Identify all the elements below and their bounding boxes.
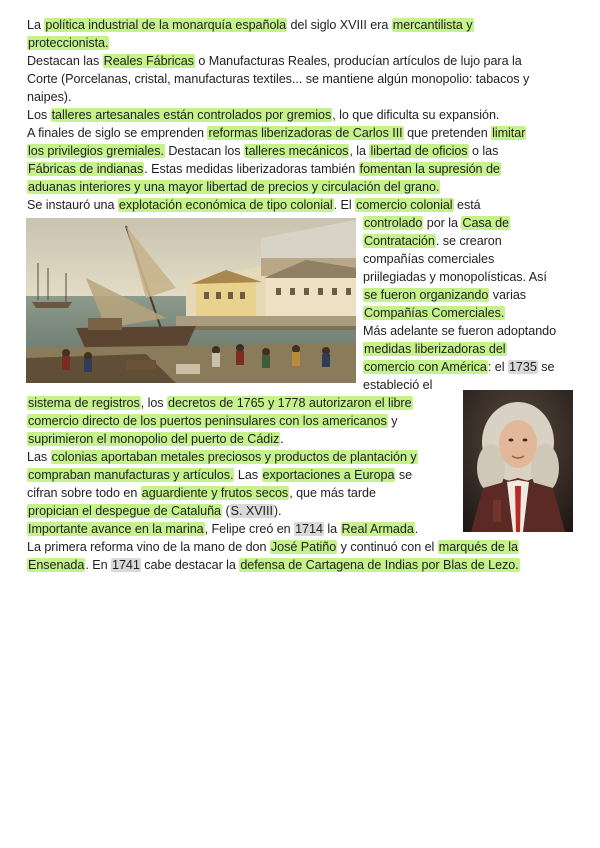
text-line <box>27 431 284 448</box>
highlighted-phrase: colonias aportaban metales preciosos y productos de plantación y <box>51 450 417 464</box>
highlighted-phrase: Contratación <box>364 234 435 248</box>
highlighted-phrase: comercio directo de los puertos peninsulares con los americanos <box>28 414 387 428</box>
highlighted-phrase: Ensenada <box>28 558 85 572</box>
highlighted-phrase: talleres mecánicos <box>245 144 349 158</box>
text-line <box>27 143 498 160</box>
highlighted-phrase: libertad de oficios <box>370 144 468 158</box>
text-line <box>27 35 109 52</box>
text-line <box>363 233 502 250</box>
highlighted-phrase: comercio con América <box>364 360 487 374</box>
text-run: , la <box>349 144 370 158</box>
highlighted-phrase: exportaciones a Europa <box>262 468 395 482</box>
text-line <box>27 413 397 430</box>
text-line <box>363 215 510 232</box>
text-run: . se crearon <box>435 234 502 248</box>
highlighted-phrase: aduanas interiores y una mayor libertad de precios y circulación del grano. <box>28 180 440 194</box>
text-line <box>27 485 376 502</box>
highlighted-phrase: se fueron organizando <box>364 288 489 302</box>
highlighted-phrase: Importante avance en la marina <box>28 522 204 536</box>
text-run: priilegiadas y monopolísticas. Así <box>363 270 547 284</box>
text-line <box>27 107 499 124</box>
text-run: o Manufacturas Reales, producían artículos de lujo para la <box>194 54 522 68</box>
text-run: . El <box>333 198 356 212</box>
text-line <box>27 395 413 412</box>
text-line <box>27 71 529 88</box>
text-line <box>27 161 501 178</box>
highlighted-phrase: Compañías Comerciales. <box>364 306 505 320</box>
highlighted-phrase: Reales Fábricas <box>103 54 194 68</box>
text-run: Los <box>27 108 51 122</box>
text-run: Las <box>234 468 262 482</box>
text-run: . Estas medidas liberizadoras también <box>144 162 359 176</box>
text-run: por la <box>423 216 462 230</box>
text-line <box>27 449 418 466</box>
highlighted-phrase: compraban manufacturas y artículos. <box>28 468 234 482</box>
highlighted-phrase: decretos de 1765 y 1778 autorizaron el libre <box>167 396 412 410</box>
portrait-painting <box>463 390 573 532</box>
text-run: que pretenden <box>403 126 492 140</box>
text-run: cifran sobre todo en <box>27 486 141 500</box>
text-run: , que más tarde <box>289 486 376 500</box>
text-line <box>27 17 474 34</box>
highlighted-phrase: marqués de la <box>438 540 518 554</box>
harbor-painting <box>26 218 356 383</box>
highlighted-phrase: Casa de <box>462 216 509 230</box>
text-run: y <box>387 414 398 428</box>
text-line <box>27 125 526 142</box>
text-run: La primera reforma vino de la mano de don <box>27 540 270 554</box>
text-run: o las <box>468 144 499 158</box>
text-run: ( <box>222 504 230 518</box>
text-run: se <box>395 468 413 482</box>
highlighted-phrase: sistema de registros <box>28 396 140 410</box>
text-line <box>27 539 519 556</box>
marked-phrase: 1741 <box>111 558 140 572</box>
text-run: se <box>537 360 555 374</box>
highlighted-phrase: controlado <box>364 216 423 230</box>
text-run: . En <box>85 558 111 572</box>
text-run: varias <box>489 288 527 302</box>
text-run: y continuó con el <box>337 540 438 554</box>
marked-phrase: 1735 <box>508 360 537 374</box>
highlighted-phrase: los privilegios gremiales. <box>28 144 164 158</box>
highlighted-phrase: reformas liberizadoras de Carlos III <box>208 126 403 140</box>
highlighted-phrase: explotación económica de tipo colonial <box>118 198 333 212</box>
highlighted-phrase: Real Armada <box>341 522 414 536</box>
text-run: : el <box>487 360 508 374</box>
highlighted-phrase: defensa de Cartagena de Indias por Blas de Lezo. <box>240 558 519 572</box>
highlighted-phrase: proteccionista. <box>28 36 109 50</box>
highlighted-phrase: medidas liberizadoras del <box>364 342 506 356</box>
text-line <box>27 557 520 574</box>
highlighted-phrase: mercantilista y <box>392 18 473 32</box>
text-line <box>363 359 554 376</box>
text-run: Las <box>27 450 51 464</box>
marked-phrase: 1714 <box>295 522 323 536</box>
text-line <box>363 377 432 394</box>
highlighted-phrase: suprimieron el monopolio del puerto de Cádiz <box>28 432 280 446</box>
text-run: , los <box>140 396 167 410</box>
highlighted-phrase: fomentan la supresión de <box>359 162 500 176</box>
text-line <box>363 341 507 358</box>
text-run: . <box>414 522 419 536</box>
text-line <box>27 197 481 214</box>
text-run: está <box>453 198 481 212</box>
highlighted-phrase: política industrial de la monarquía española <box>45 18 287 32</box>
text-run: Corte (Porcelanas, cristal, manufacturas textiles... se mantiene algún monopolio: tabacos y <box>27 72 530 86</box>
highlighted-phrase: José Patiño <box>270 540 337 554</box>
highlighted-phrase: limitar <box>492 126 526 140</box>
text-run: A finales de siglo se emprenden <box>27 126 208 140</box>
marked-phrase: S. XVIII <box>230 504 273 518</box>
text-line <box>27 179 440 196</box>
text-run: , Felipe creó en <box>204 522 295 536</box>
text-line <box>363 269 547 286</box>
text-line <box>27 521 418 538</box>
text-line <box>363 287 526 304</box>
text-run: . <box>280 432 284 446</box>
highlighted-phrase: Fábricas de indianas <box>28 162 144 176</box>
text-line <box>27 503 282 520</box>
text-run: Se instauró una <box>27 198 118 212</box>
text-run: Destacan las <box>27 54 103 68</box>
text-line <box>363 323 556 340</box>
text-line <box>27 89 71 106</box>
text-run: del siglo XVIII era <box>287 18 392 32</box>
highlighted-phrase: propician el despegue de Cataluña <box>28 504 222 518</box>
highlighted-phrase: comercio colonial <box>356 198 453 212</box>
text-run: , lo que dificulta su expansión. <box>332 108 500 122</box>
highlighted-phrase: talleres artesanales están controlados por gremios <box>51 108 332 122</box>
text-line <box>363 251 494 268</box>
text-run: cabe destacar la <box>140 558 240 572</box>
text-run: la <box>323 522 341 536</box>
text-run: ). <box>273 504 282 518</box>
highlighted-phrase: aguardiente y frutos secos <box>141 486 289 500</box>
text-run: naipes). <box>27 90 72 104</box>
text-line <box>363 305 505 322</box>
text-run: La <box>27 18 45 32</box>
text-line <box>27 467 412 484</box>
text-run: Más adelante se fueron adoptando <box>363 324 557 338</box>
text-run: compañías comerciales <box>363 252 495 266</box>
text-line <box>27 53 522 70</box>
text-run: Destacan los <box>164 144 244 158</box>
text-run: estableció el <box>363 378 433 392</box>
